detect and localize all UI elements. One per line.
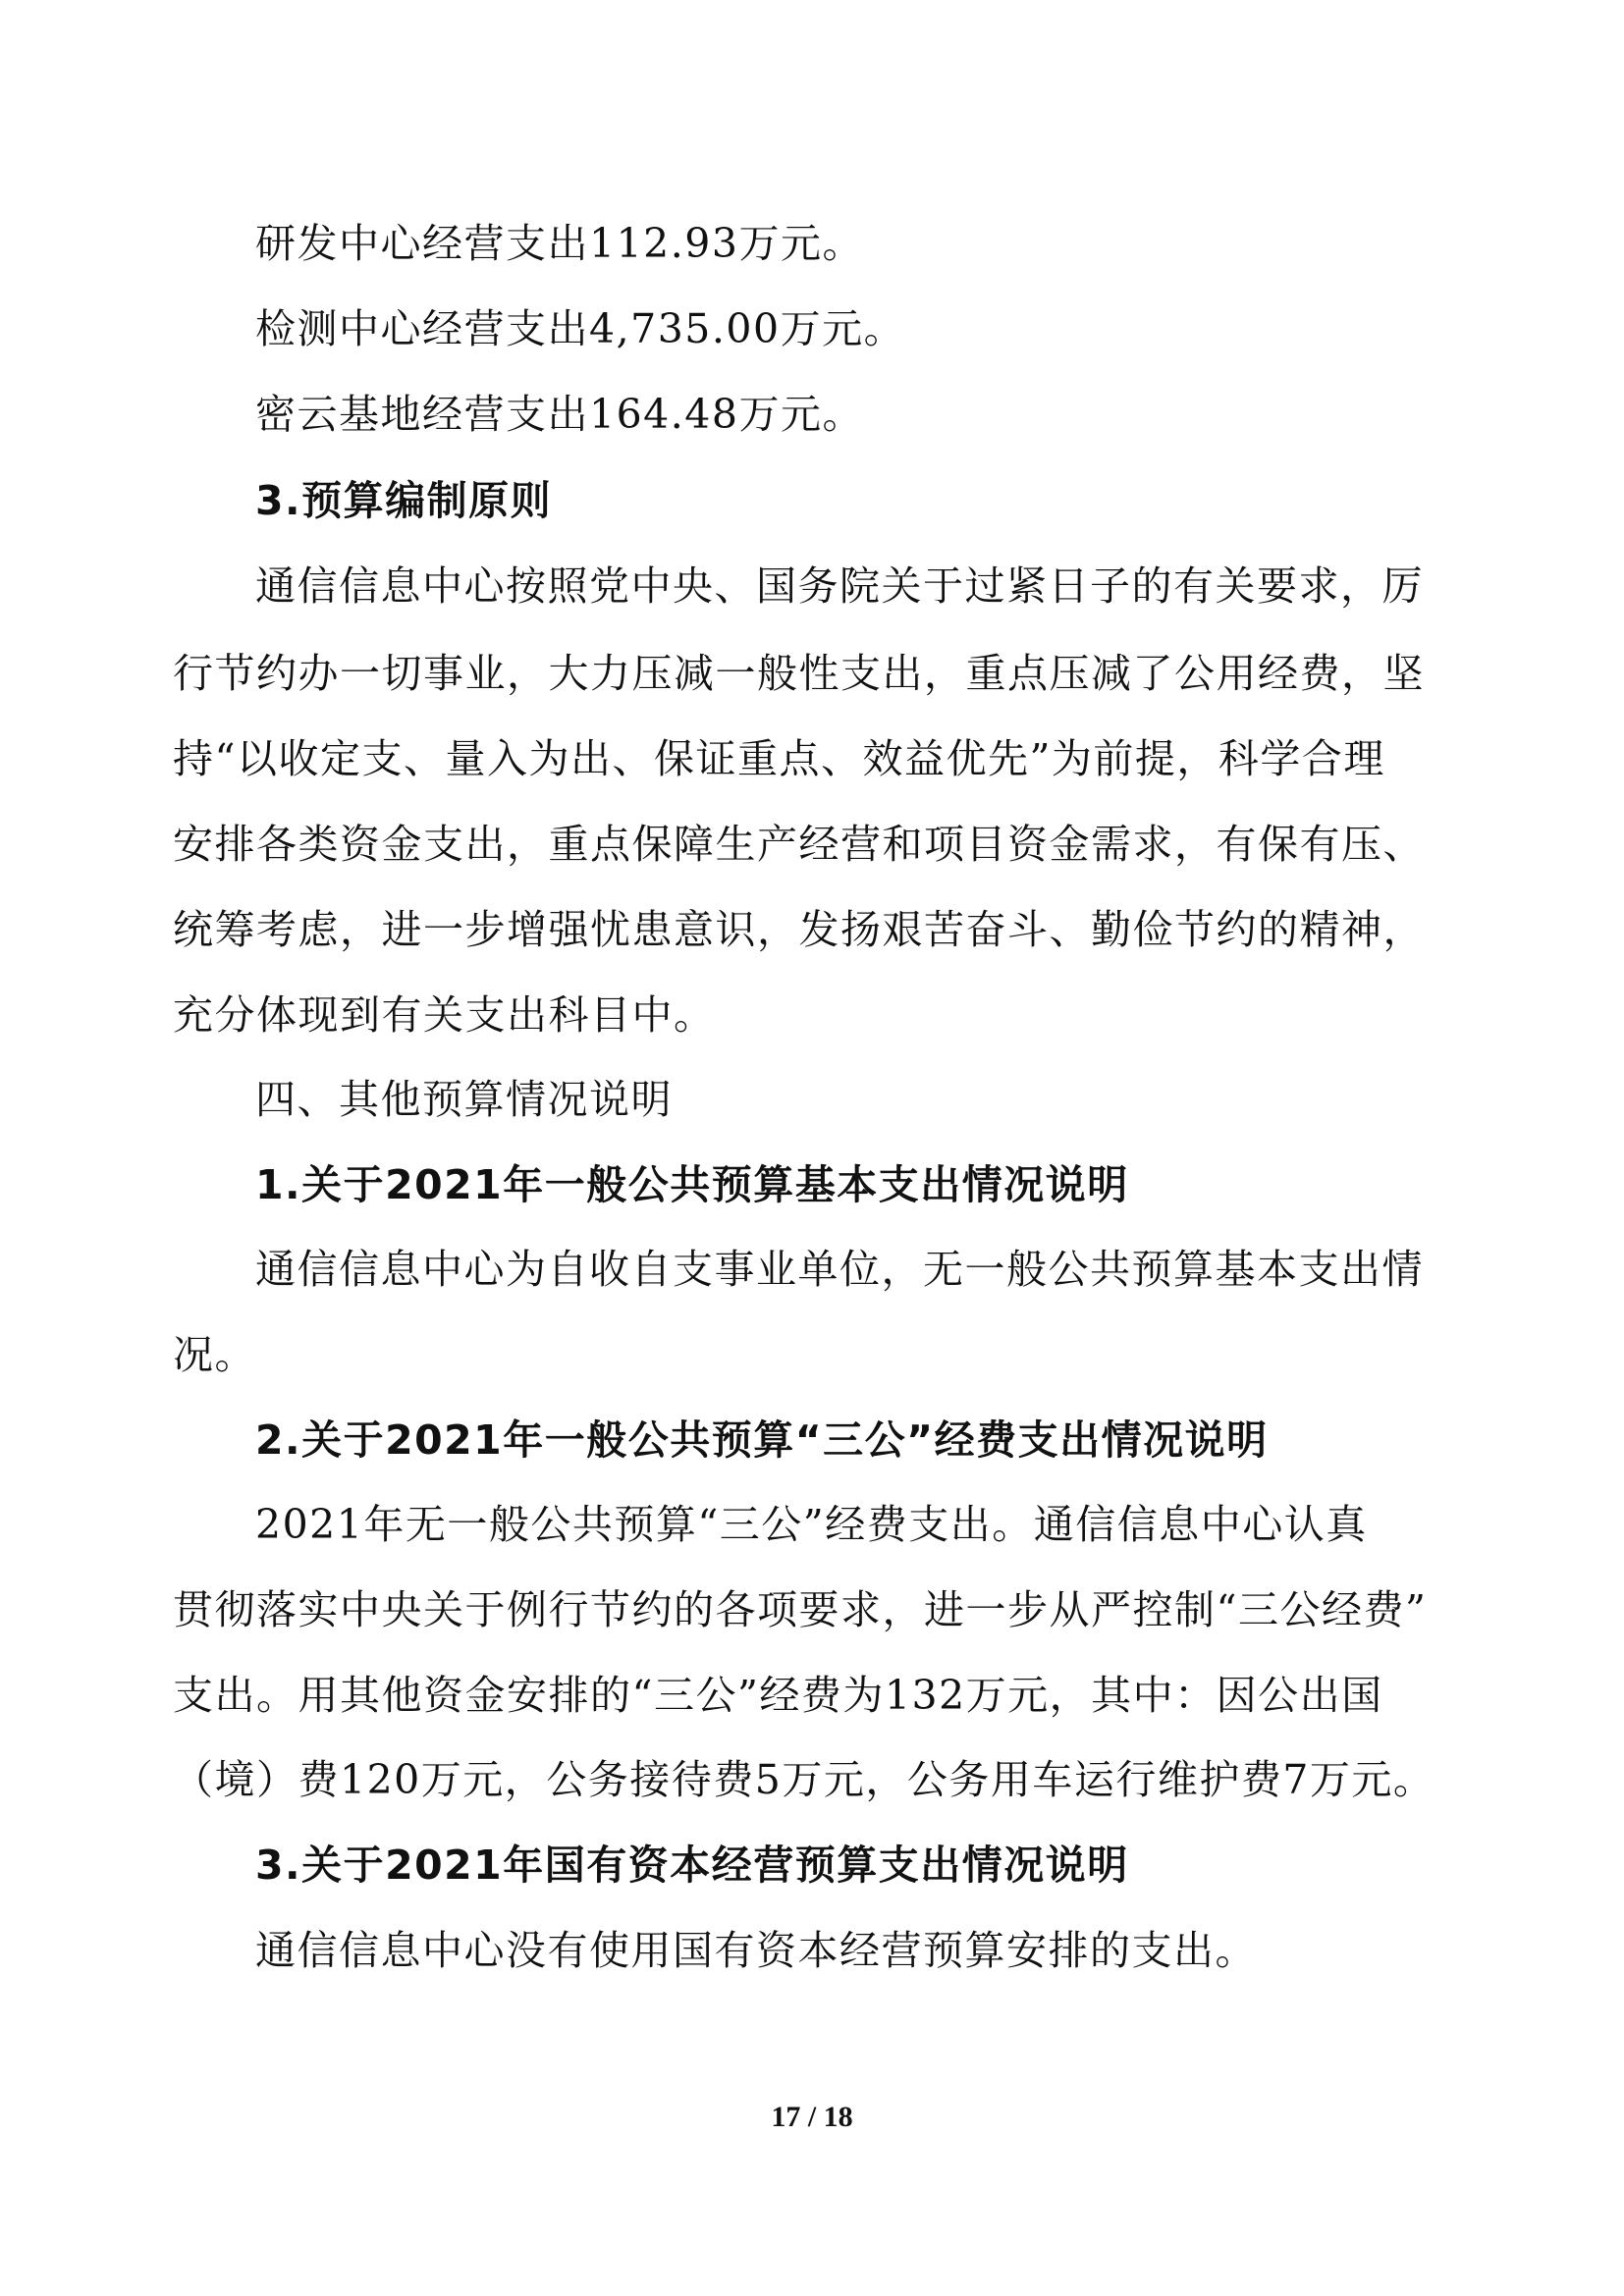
paragraph-line: 统筹考虑，进一步增强忧患意识，发扬艰苦奋斗、勤俭节约的精神， — [173, 906, 1425, 953]
paragraph-line: 检测中心经营支出4,735.00万元。 — [255, 305, 906, 352]
paragraph-line: 2021年无一般公共预算“三公”经费支出。通信信息中心认真 — [255, 1501, 1368, 1548]
paragraph-line: （境）费120万元，公务接待费5万元，公务用车运行维护费7万元。 — [173, 1756, 1435, 1803]
paragraph-line: 贯彻落实中央关于例行节约的各项要求，进一步从严控制“三公经费” — [173, 1586, 1428, 1633]
section-heading: 3.关于2021年国有资本经营预算支出情况说明 — [255, 1842, 1129, 1889]
section-heading: 1.关于2021年一般公共预算基本支出情况说明 — [255, 1161, 1129, 1208]
paragraph-line: 通信信息中心按照党中央、国务院关于过紧日子的有关要求，厉 — [255, 562, 1424, 610]
section-heading: 四、其他预算情况说明 — [255, 1076, 673, 1123]
paragraph-line: 密云基地经营支出164.48万元。 — [255, 391, 864, 438]
paragraph-line: 充分体现到有关支出科目中。 — [173, 991, 716, 1039]
paragraph-line: 通信信息中心没有使用国有资本经营预算安排的支出。 — [255, 1927, 1257, 1974]
section-heading: 2.关于2021年一般公共预算“三公”经费支出情况说明 — [255, 1416, 1269, 1464]
paragraph-line: 安排各类资金支出，重点保障生产经营和项目资金需求，有保有压、 — [173, 821, 1425, 868]
paragraph-line: 通信信息中心为自收自支事业单位，无一般公共预算基本支出情 — [255, 1246, 1424, 1293]
paragraph-line: 研发中心经营支出112.93万元。 — [255, 220, 864, 267]
section-heading: 3.预算编制原则 — [255, 477, 553, 524]
paragraph-line: 况。 — [173, 1331, 256, 1378]
page-number: 17 / 18 — [771, 2101, 853, 2133]
paragraph-line: 持“以收定支、量入为出、保证重点、效益优先”为前提，科学合理 — [173, 735, 1385, 782]
paragraph-line: 行节约办一切事业，大力压减一般性支出，重点压减了公用经费，坚 — [173, 650, 1425, 697]
paragraph-line: 支出。用其他资金安排的“三公”经费为132万元，其中：因公出国 — [173, 1672, 1383, 1719]
